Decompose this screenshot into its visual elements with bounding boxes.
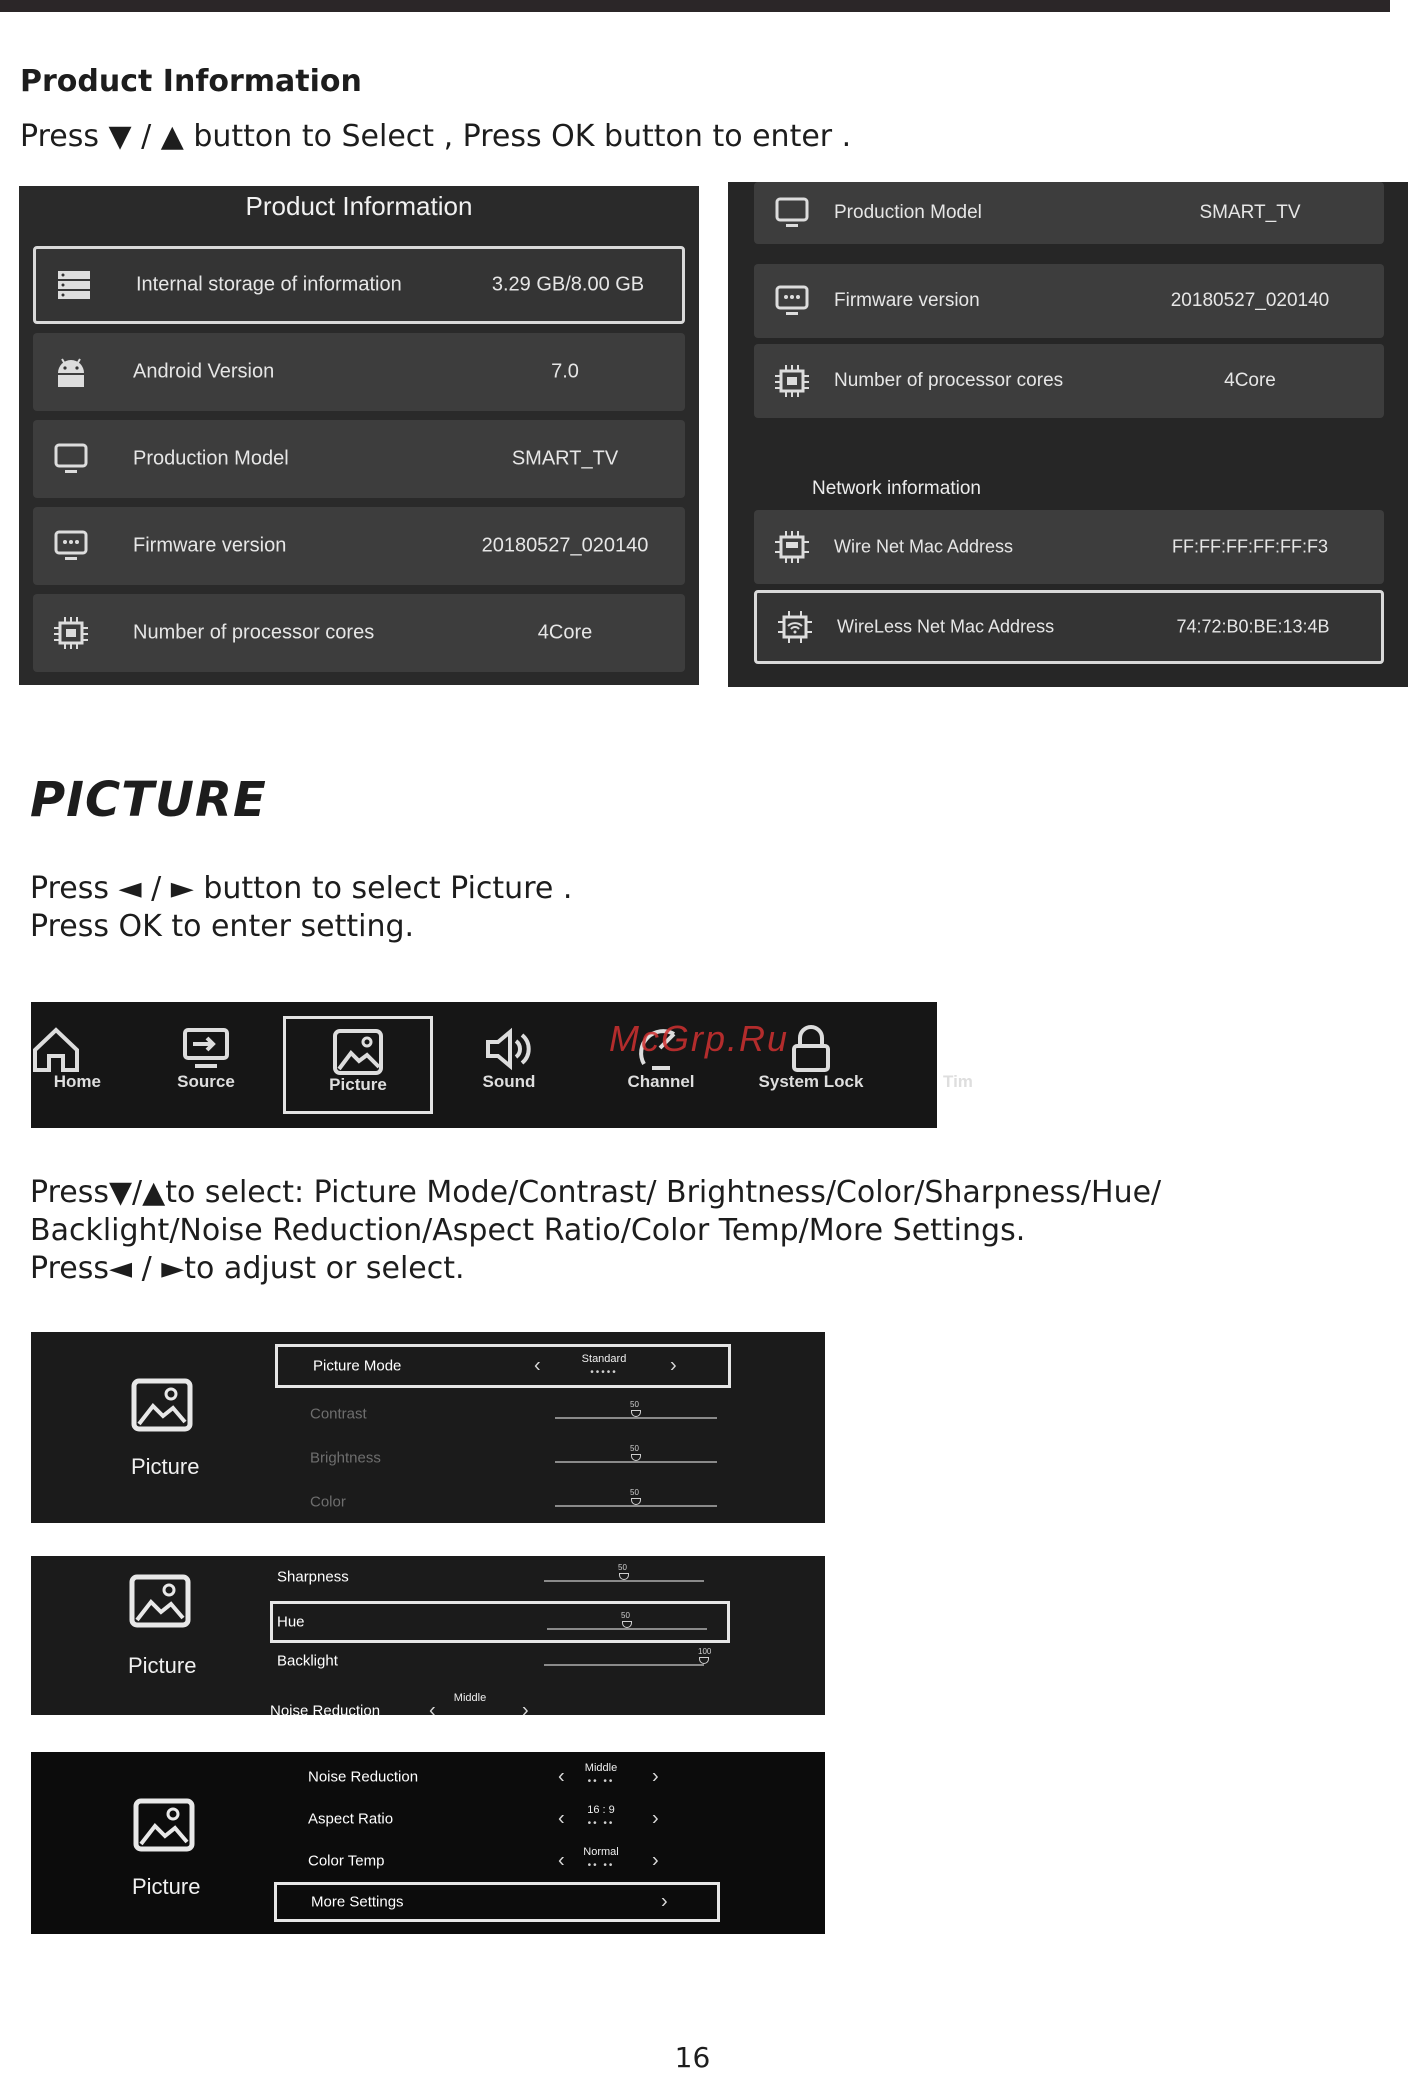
chevron-left-icon[interactable]: ‹ — [558, 1849, 565, 1872]
product-info-instruction: Press ▼ / ▲ button to Select , Press OK button to enter . — [20, 119, 852, 154]
slider-knob[interactable] — [631, 1498, 641, 1505]
slider-label: Brightness — [310, 1449, 381, 1467]
slider-value: 50 — [621, 1611, 630, 1620]
cpu-icon — [774, 364, 810, 398]
info-label: Number of processor cores — [133, 621, 375, 644]
slider-knob[interactable] — [619, 1573, 629, 1580]
picture-heading: PICTURE — [30, 772, 267, 828]
chevron-left-icon[interactable]: ‹ — [558, 1807, 565, 1830]
chevron-left-icon[interactable]: ‹ — [429, 1699, 436, 1722]
info-row[interactable] — [33, 333, 685, 411]
chevron-right-icon[interactable]: › — [522, 1699, 529, 1722]
slider-track[interactable] — [544, 1580, 704, 1582]
option-row[interactable] — [274, 1842, 720, 1880]
chevron-right-icon[interactable]: › — [652, 1849, 659, 1872]
slider-track[interactable] — [555, 1461, 717, 1463]
menu-item-home[interactable] — [0, 1002, 131, 1128]
picture-panel-3 — [31, 1752, 825, 1934]
more-settings-row[interactable] — [274, 1882, 720, 1922]
info-value: 74:72:B0:BE:13:4B — [1176, 616, 1330, 637]
chevron-right-icon[interactable]: › — [652, 1765, 659, 1788]
monitor-icon — [774, 196, 810, 230]
slider-knob[interactable] — [631, 1410, 641, 1417]
slider-value: 50 — [630, 1400, 639, 1409]
picture-panel-1 — [31, 1332, 825, 1523]
menu-item-label: Tim — [943, 1072, 973, 1091]
info-row[interactable] — [754, 264, 1384, 338]
slider-knob[interactable] — [622, 1621, 632, 1628]
info-label: Production Model — [834, 202, 982, 223]
main-menu-bar — [31, 1002, 973, 1128]
ethernet-icon — [774, 530, 810, 564]
info-value: 20180527_020140 — [481, 534, 649, 557]
option-dots: •• •• — [587, 1776, 615, 1787]
option-label: Aspect Ratio — [308, 1810, 394, 1828]
slider-track[interactable] — [555, 1505, 717, 1507]
panel-label: Picture — [132, 1874, 201, 1899]
screen-title: Product Information — [245, 191, 473, 221]
info-value: SMART_TV — [511, 447, 619, 470]
more-settings-label: More Settings — [311, 1893, 404, 1911]
menu-item-sound[interactable] — [434, 1002, 584, 1128]
top-rule — [0, 0, 1390, 12]
picture-icon — [131, 1378, 193, 1432]
slider-label: Backlight — [277, 1652, 338, 1670]
panel-label: Picture — [128, 1653, 197, 1678]
option-label: Noise Reduction — [308, 1768, 419, 1786]
info-value: 4Core — [1224, 370, 1276, 391]
info-row[interactable] — [33, 420, 685, 498]
noise-reduction-label: Noise Reduction — [270, 1702, 381, 1720]
slider-row[interactable] — [270, 1601, 730, 1643]
picture-icon — [331, 1027, 385, 1077]
info-value: 3.29 GB/8.00 GB — [491, 273, 645, 296]
info-label: Production Model — [133, 447, 289, 470]
info-label: Wire Net Mac Address — [834, 536, 1014, 557]
product-info-screen-2 — [728, 182, 1408, 687]
picture-mode-row[interactable] — [275, 1344, 731, 1388]
select-instruction-2: Backlight/Noise Reduction/Aspect Ratio/Color Temp/More Settings. — [30, 1213, 1026, 1248]
option-value: Normal — [583, 1846, 619, 1858]
slider-row[interactable] — [270, 1560, 730, 1594]
slider-row[interactable] — [275, 1482, 731, 1522]
option-label: Color Temp — [308, 1852, 385, 1870]
cpu-icon — [53, 616, 89, 650]
firmware-icon — [53, 529, 89, 563]
option-row[interactable] — [274, 1758, 720, 1796]
system-lock-icon — [784, 1024, 838, 1074]
slider-value: 100 — [698, 1647, 712, 1656]
slider-value: 50 — [630, 1444, 639, 1453]
picture-instruction-1: Press ◄ / ► button to select Picture . — [30, 871, 573, 906]
menu-item-label: Picture — [329, 1075, 387, 1094]
info-value: SMART_TV — [1199, 202, 1301, 223]
slider-value: 50 — [618, 1563, 627, 1572]
info-value: 7.0 — [551, 360, 579, 383]
info-row[interactable] — [754, 590, 1384, 664]
network-info-label: Network information — [812, 478, 981, 499]
slider-value: 50 — [630, 1488, 639, 1497]
info-row[interactable] — [754, 344, 1384, 418]
option-value: 16 : 9 — [587, 1804, 615, 1816]
info-value: 20180527_020140 — [1170, 290, 1330, 311]
select-instruction-1: Press▼/▲to select: Picture Mode/Contrast/ Brightness/Color/Sharpness/Hue/ — [30, 1175, 1162, 1210]
slider-label: Hue — [277, 1613, 305, 1631]
picture-mode-value: Standard — [581, 1353, 627, 1365]
picture-icon — [133, 1798, 195, 1852]
sound-icon — [482, 1024, 536, 1074]
menu-item-source[interactable] — [131, 1002, 281, 1128]
product-info-screen-1 — [19, 186, 699, 685]
info-row[interactable] — [33, 594, 685, 672]
firmware-icon — [774, 284, 810, 318]
info-label: Android Version — [133, 360, 275, 383]
chevron-right-icon[interactable]: › — [661, 1890, 668, 1913]
option-row[interactable] — [274, 1800, 720, 1838]
info-value: FF:FF:FF:FF:FF:F3 — [1172, 536, 1328, 557]
picture-mode-label: Picture Mode — [313, 1357, 402, 1375]
home-icon — [29, 1024, 83, 1074]
slider-row[interactable] — [275, 1438, 731, 1478]
slider-knob[interactable] — [699, 1657, 709, 1664]
info-row[interactable] — [754, 182, 1384, 244]
storage-icon — [56, 268, 92, 302]
info-label: Firmware version — [133, 534, 287, 557]
chevron-right-icon[interactable]: › — [670, 1354, 677, 1377]
wifi-icon — [777, 610, 813, 644]
option-dots: ••••• — [590, 1367, 618, 1378]
select-instruction-3: Press◄ / ►to adjust or select. — [30, 1251, 465, 1286]
watermark: McGrp.Ru — [609, 1018, 790, 1059]
chevron-left-icon[interactable]: ‹ — [558, 1765, 565, 1788]
info-row[interactable] — [33, 246, 685, 324]
picture-panel-2 — [31, 1556, 825, 1722]
slider-label: Sharpness — [277, 1568, 349, 1586]
info-label: Firmware version — [834, 290, 980, 311]
chevron-right-icon[interactable]: › — [652, 1807, 659, 1830]
slider-track[interactable] — [547, 1628, 707, 1630]
monitor-icon — [53, 442, 89, 476]
info-label: WireLess Net Mac Address — [837, 616, 1055, 637]
slider-knob[interactable] — [631, 1454, 641, 1461]
menu-item-label: Home — [53, 1072, 101, 1091]
noise-reduction-value: Middle — [453, 1692, 487, 1704]
info-value: 4Core — [537, 621, 593, 644]
slider-label: Contrast — [310, 1405, 367, 1423]
product-info-heading: Product Information — [20, 64, 362, 99]
menu-item-picture[interactable] — [283, 1016, 433, 1114]
slider-row[interactable] — [275, 1394, 731, 1434]
menu-item-label: System Lock — [758, 1072, 864, 1091]
info-row[interactable] — [33, 507, 685, 585]
android-icon — [53, 355, 89, 389]
menu-item-label: Sound — [482, 1072, 536, 1091]
info-label: Internal storage of information — [136, 273, 402, 296]
source-icon — [179, 1024, 233, 1074]
slider-label: Color — [310, 1493, 346, 1511]
tim-icon — [937, 1024, 991, 1074]
panel-label: Picture — [131, 1454, 200, 1479]
option-dots: •• •• — [587, 1818, 615, 1829]
menu-item-tim[interactable] — [889, 1002, 1039, 1128]
menu-item-label: Source — [177, 1072, 235, 1091]
info-row[interactable] — [754, 510, 1384, 584]
option-dots: •• •• — [587, 1860, 615, 1871]
slider-row[interactable] — [270, 1644, 730, 1678]
menu-item-label: Channel — [627, 1072, 695, 1091]
chevron-left-icon[interactable]: ‹ — [534, 1354, 541, 1377]
page-number: 16 — [674, 2041, 711, 2074]
info-label: Number of processor cores — [834, 370, 1064, 391]
noise-reduction-row[interactable] — [270, 1692, 730, 1726]
picture-instruction-2: Press OK to enter setting. — [30, 909, 415, 944]
picture-icon — [129, 1574, 191, 1628]
slider-track[interactable] — [544, 1664, 704, 1666]
option-value: Middle — [584, 1762, 618, 1774]
slider-track[interactable] — [555, 1417, 717, 1419]
